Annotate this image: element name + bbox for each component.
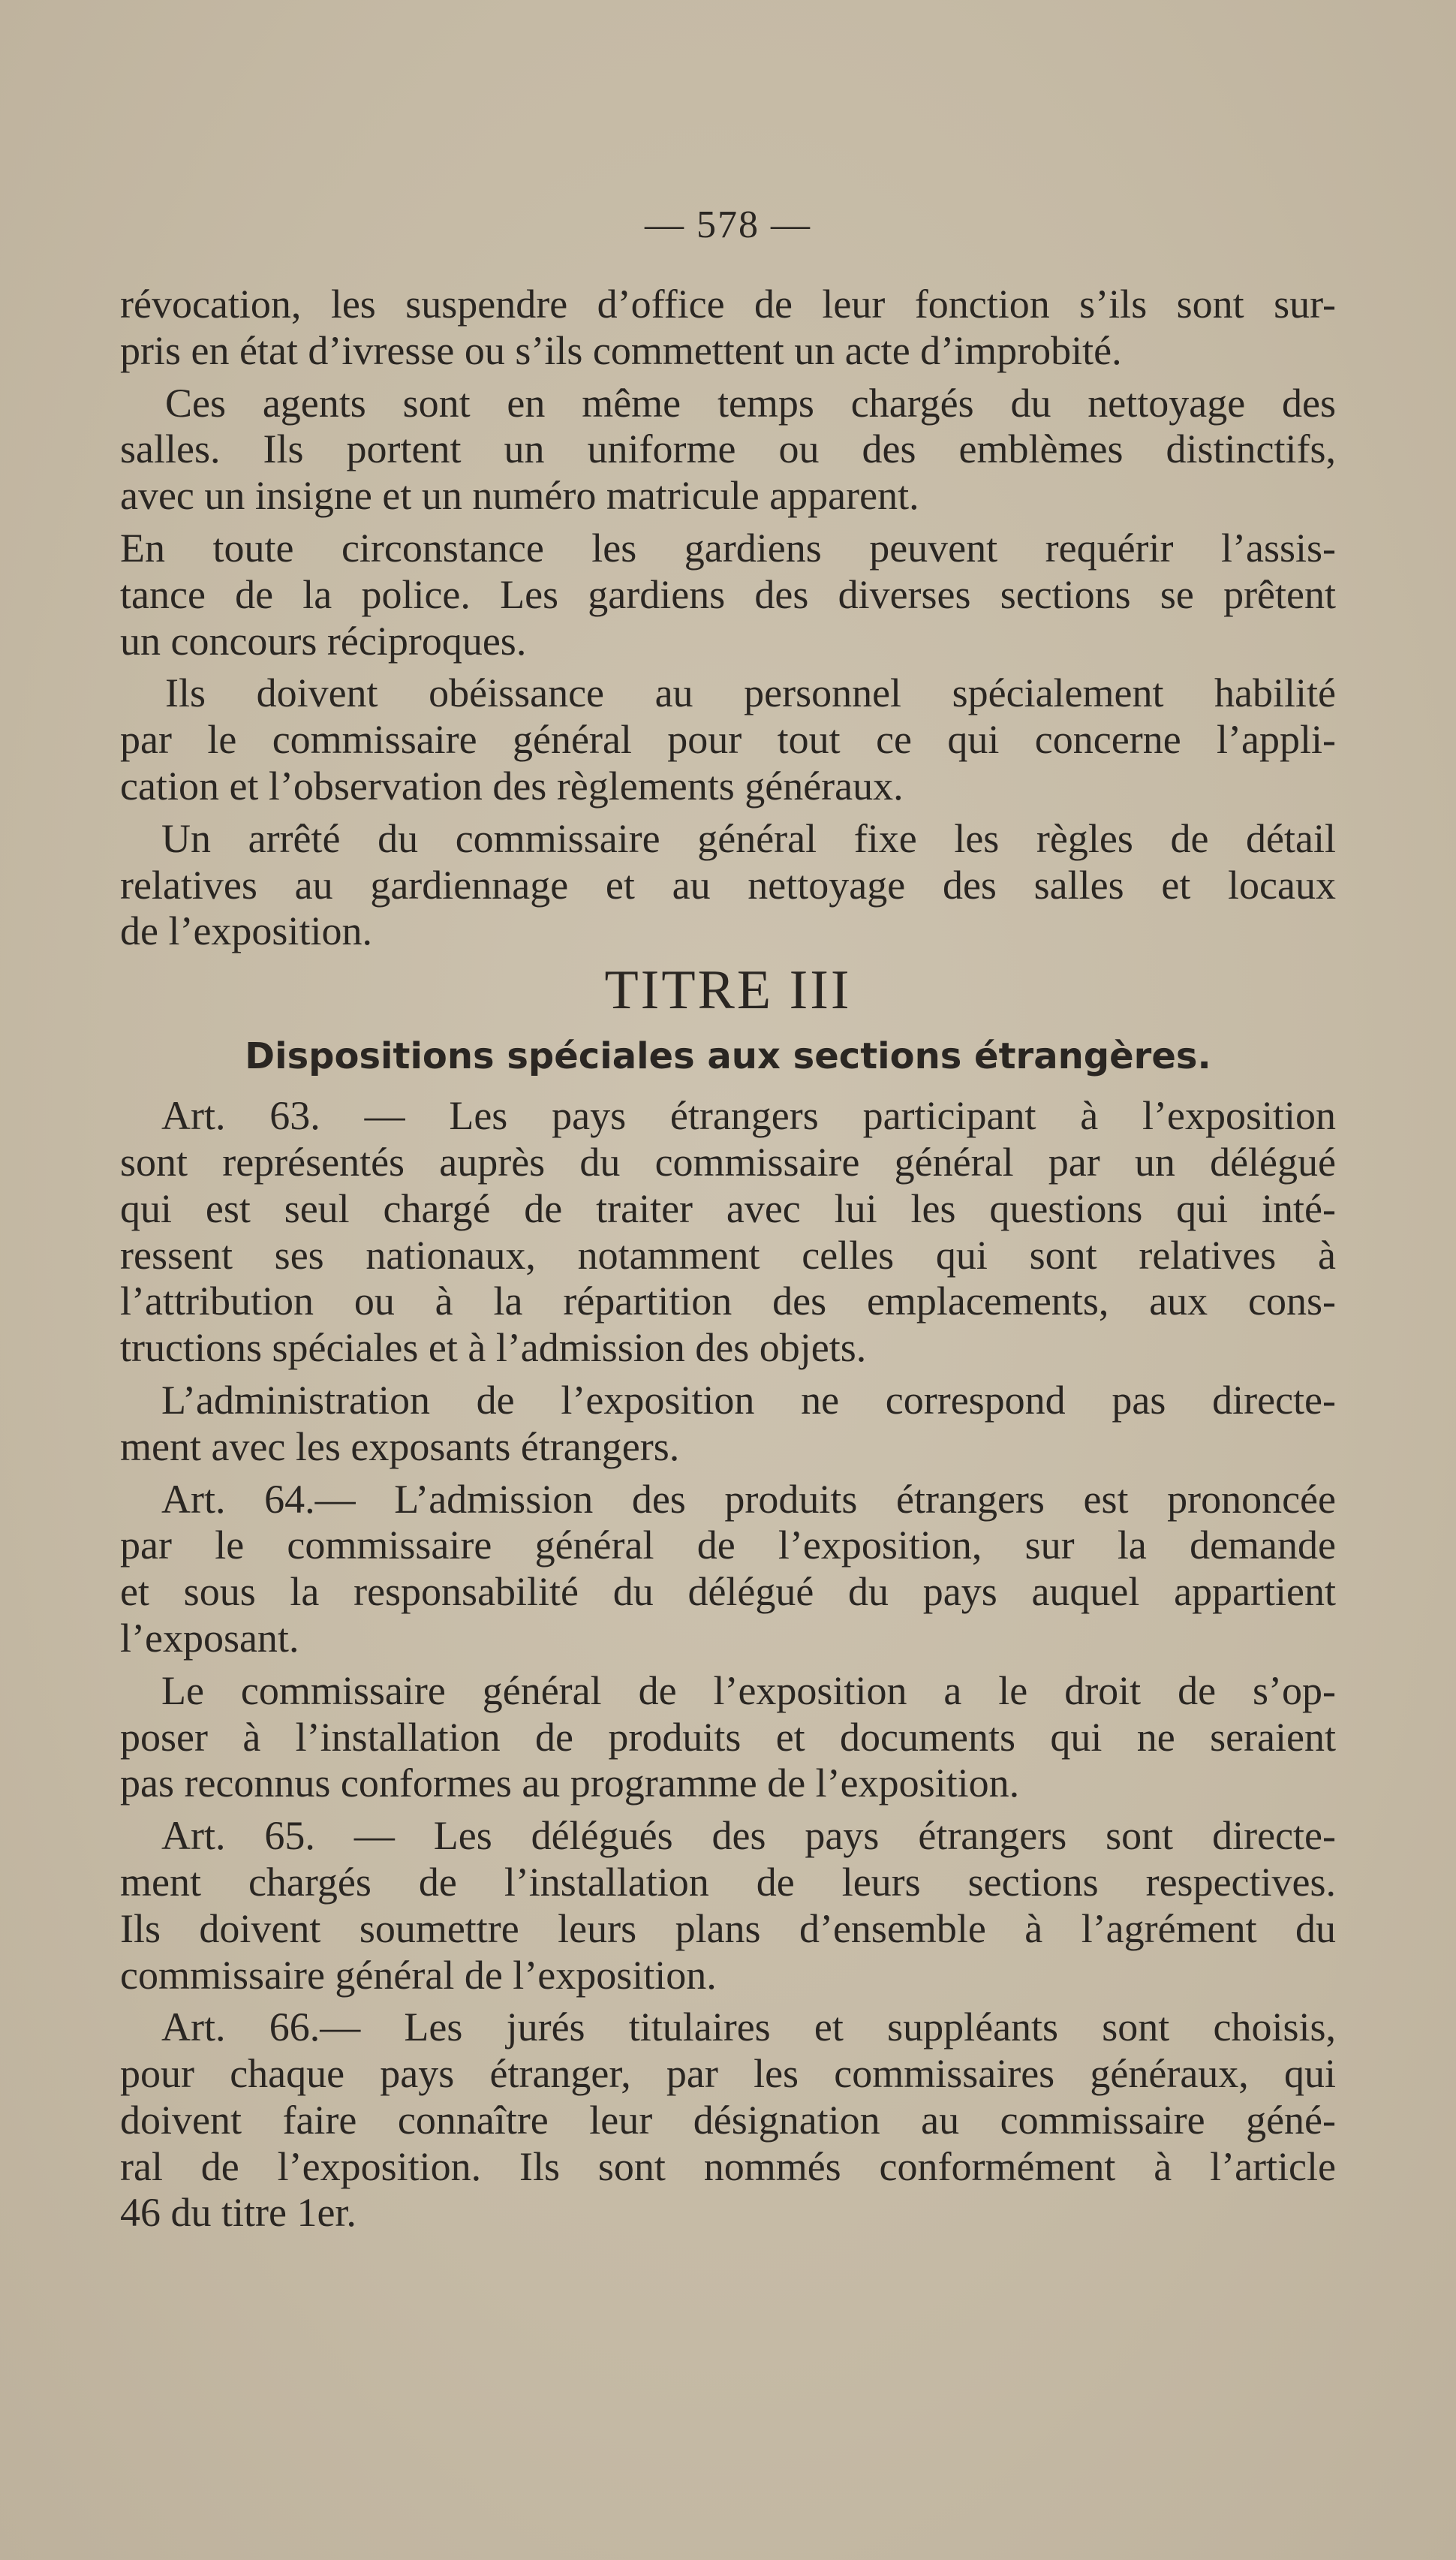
text-line: Art. 65. — Les délégués des pays étrangers sont directe- bbox=[161, 1813, 1336, 1859]
text-line: Ils doivent obéissance au personnel spécialement habilité bbox=[165, 670, 1336, 716]
page-number: — 578 — bbox=[645, 203, 811, 246]
text-line: l’attribution ou à la répartition des emplacements, aux cons- bbox=[120, 1278, 1336, 1324]
text-line: pas reconnus conformes au programme de l’exposition. bbox=[120, 1760, 1020, 1806]
text-line: qui est seul chargé de traiter avec lui les questions qui inté- bbox=[120, 1185, 1336, 1231]
text-line: pris en état d’ivresse ou s’ils commettent un acte d’improbité. bbox=[120, 327, 1122, 373]
text-line: En toute circonstance les gardiens peuvent requérir l’assis- bbox=[120, 525, 1336, 571]
paragraph bbox=[120, 526, 1336, 664]
text-line: L’administration de l’exposition ne correspond pas directe- bbox=[161, 1377, 1336, 1423]
text-line: 46 du titre 1er. bbox=[120, 2190, 356, 2236]
text-line: avec un insigne et un numéro matricule apparent. bbox=[120, 473, 919, 519]
text-line: Ils doivent soumettre leurs plans d’ensemble à l’agrément du bbox=[120, 1905, 1336, 1951]
paragraph bbox=[120, 1813, 1336, 1998]
text-line: ral de l’exposition. Ils sont nommés conformément à l’article bbox=[120, 2143, 1336, 2189]
section-subtitle: Dispositions spéciales aux sections étrangères. bbox=[245, 1035, 1211, 1078]
text-line: pour chaque pays étranger, par les commissaires généraux, qui bbox=[120, 2051, 1336, 2097]
paragraph bbox=[120, 1093, 1336, 1372]
paragraph bbox=[120, 670, 1336, 809]
text-line: ment avec les exposants étrangers. bbox=[120, 1423, 680, 1469]
section-title: TITRE III bbox=[604, 959, 852, 1022]
text-line: poser à l’installation de produits et documents qui ne seraient bbox=[120, 1714, 1336, 1760]
text-line: Un arrêté du commissaire général fixe les règles de détail bbox=[161, 815, 1336, 861]
text-line: et sous la responsabilité du délégué du pays auquel appartient bbox=[120, 1569, 1336, 1615]
text-line: l’exposant. bbox=[120, 1615, 299, 1661]
paragraph bbox=[120, 1378, 1336, 1471]
text-column bbox=[120, 282, 1336, 2242]
paragraph bbox=[120, 2004, 1336, 2236]
text-line: Art. 66.— Les jurés titulaires et suppléants sont choisis, bbox=[161, 2004, 1336, 2050]
text-line: par le commissaire général pour tout ce qui concerne l’appli- bbox=[120, 717, 1336, 763]
text-line: commissaire général de l’exposition. bbox=[120, 1952, 717, 1998]
text-line: ressent ses nationaux, notamment celles qui sont relatives à bbox=[120, 1232, 1336, 1278]
text-line: Ces agents sont en même temps chargés du nettoyage des bbox=[165, 380, 1336, 426]
text-line: révocation, les suspendre d’office de leur fonction s’ils sont sur- bbox=[120, 282, 1336, 327]
text-line: Art. 63. — Les pays étrangers participant à l’exposition bbox=[161, 1093, 1336, 1139]
text-line: par le commissaire général de l’exposition, sur la demande bbox=[120, 1522, 1336, 1568]
paragraph bbox=[120, 381, 1336, 520]
text-line: de l’exposition. bbox=[120, 908, 372, 954]
text-line: tructions spéciales et à l’admission des objets. bbox=[120, 1325, 867, 1371]
text-line: doivent faire connaître leur désignation au commissaire géné- bbox=[120, 2097, 1336, 2143]
paragraph bbox=[120, 1668, 1336, 1807]
text-line: relatives au gardiennage et au nettoyage des salles et locaux bbox=[120, 862, 1336, 908]
text-line: tance de la police. Les gardiens des diverses sections se prêtent bbox=[120, 571, 1336, 617]
paragraph bbox=[120, 282, 1336, 375]
text-line: Le commissaire général de l’exposition a le droit de s’op- bbox=[161, 1667, 1336, 1713]
paragraph bbox=[120, 816, 1336, 955]
text-line: Art. 64.— L’admission des produits étrangers est prononcée bbox=[161, 1476, 1336, 1522]
text-line: salles. Ils portent un uniforme ou des emblèmes distinctifs, bbox=[120, 426, 1336, 472]
text-line: un concours réciproques. bbox=[120, 618, 527, 664]
paragraph bbox=[120, 1477, 1336, 1662]
text-line: cation et l’observation des règlements généraux. bbox=[120, 763, 904, 809]
text-line: sont représentés auprès du commissaire général par un délégué bbox=[120, 1139, 1336, 1185]
text-line: ment chargés de l’installation de leurs sections respectives. bbox=[120, 1859, 1336, 1905]
